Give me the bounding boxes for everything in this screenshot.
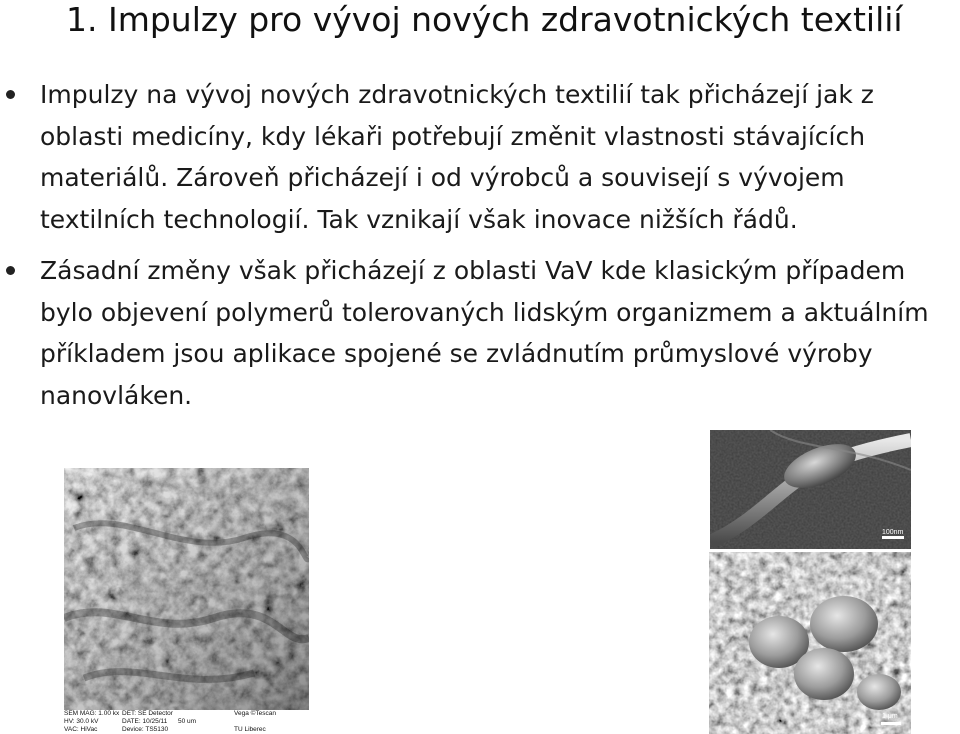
sem-metadata-bar [64,710,309,734]
sem-blank [178,710,234,718]
scale-bar-label: 100nm [882,529,904,536]
sem-tul-label: TU Liberec [234,726,266,733]
bullet-icon [6,90,15,99]
sem-blank [234,718,309,726]
bullet-item [6,250,954,416]
sem-micrograph-beaded-fiber [710,430,911,549]
sem-vega-label: Vega ©Tescan [234,710,277,717]
sem-blank [178,726,234,734]
sem-micrograph-fibrous-mat [64,468,309,710]
sem-scale-label: 50 um [178,718,197,725]
sem-micrograph-cells-on-nanofibers [709,552,911,734]
bullet-item [6,74,954,240]
sem-detector-label: DET: SE Detector [122,710,173,717]
sem-mag-label: SEM MAG: 1.00 kx [64,710,120,717]
bullet-icon [6,266,15,275]
sem-hv-label: HV: 30.0 kV [64,718,99,725]
bullet-text: Impulzy na vývoj nových zdravotnických textilií tak přicházejí jak z oblasti medicíny, kdy lékaři potřebují změnit vlastnosti stávajících materiálů. Zároveň přicházejí i od výrobců a souvisejí s vývojem textilních technologií. Tak vznikají však inovace nižších řádů. [40,80,874,234]
sem-date-label: DATE: 10/25/11 [122,718,168,725]
sem-device-label: Device: TS5130 [122,726,169,733]
scale-bar-label: 1 μm [882,713,898,720]
bullet-list [6,74,954,416]
bullet-text: Zásadní změny však přicházejí z oblasti VaV kde klasickým případem bylo objevení polymerů tolerovaných lidským organizmem a aktuálním příkladem jsou aplikace spojené se zvládnutím průmyslové výroby nanovláken. [40,256,929,410]
slide-title: 1. Impulzy pro vývoj nových zdravotnických textilií [66,0,903,39]
sem-vac-label: VAC: HiVac [64,726,98,733]
